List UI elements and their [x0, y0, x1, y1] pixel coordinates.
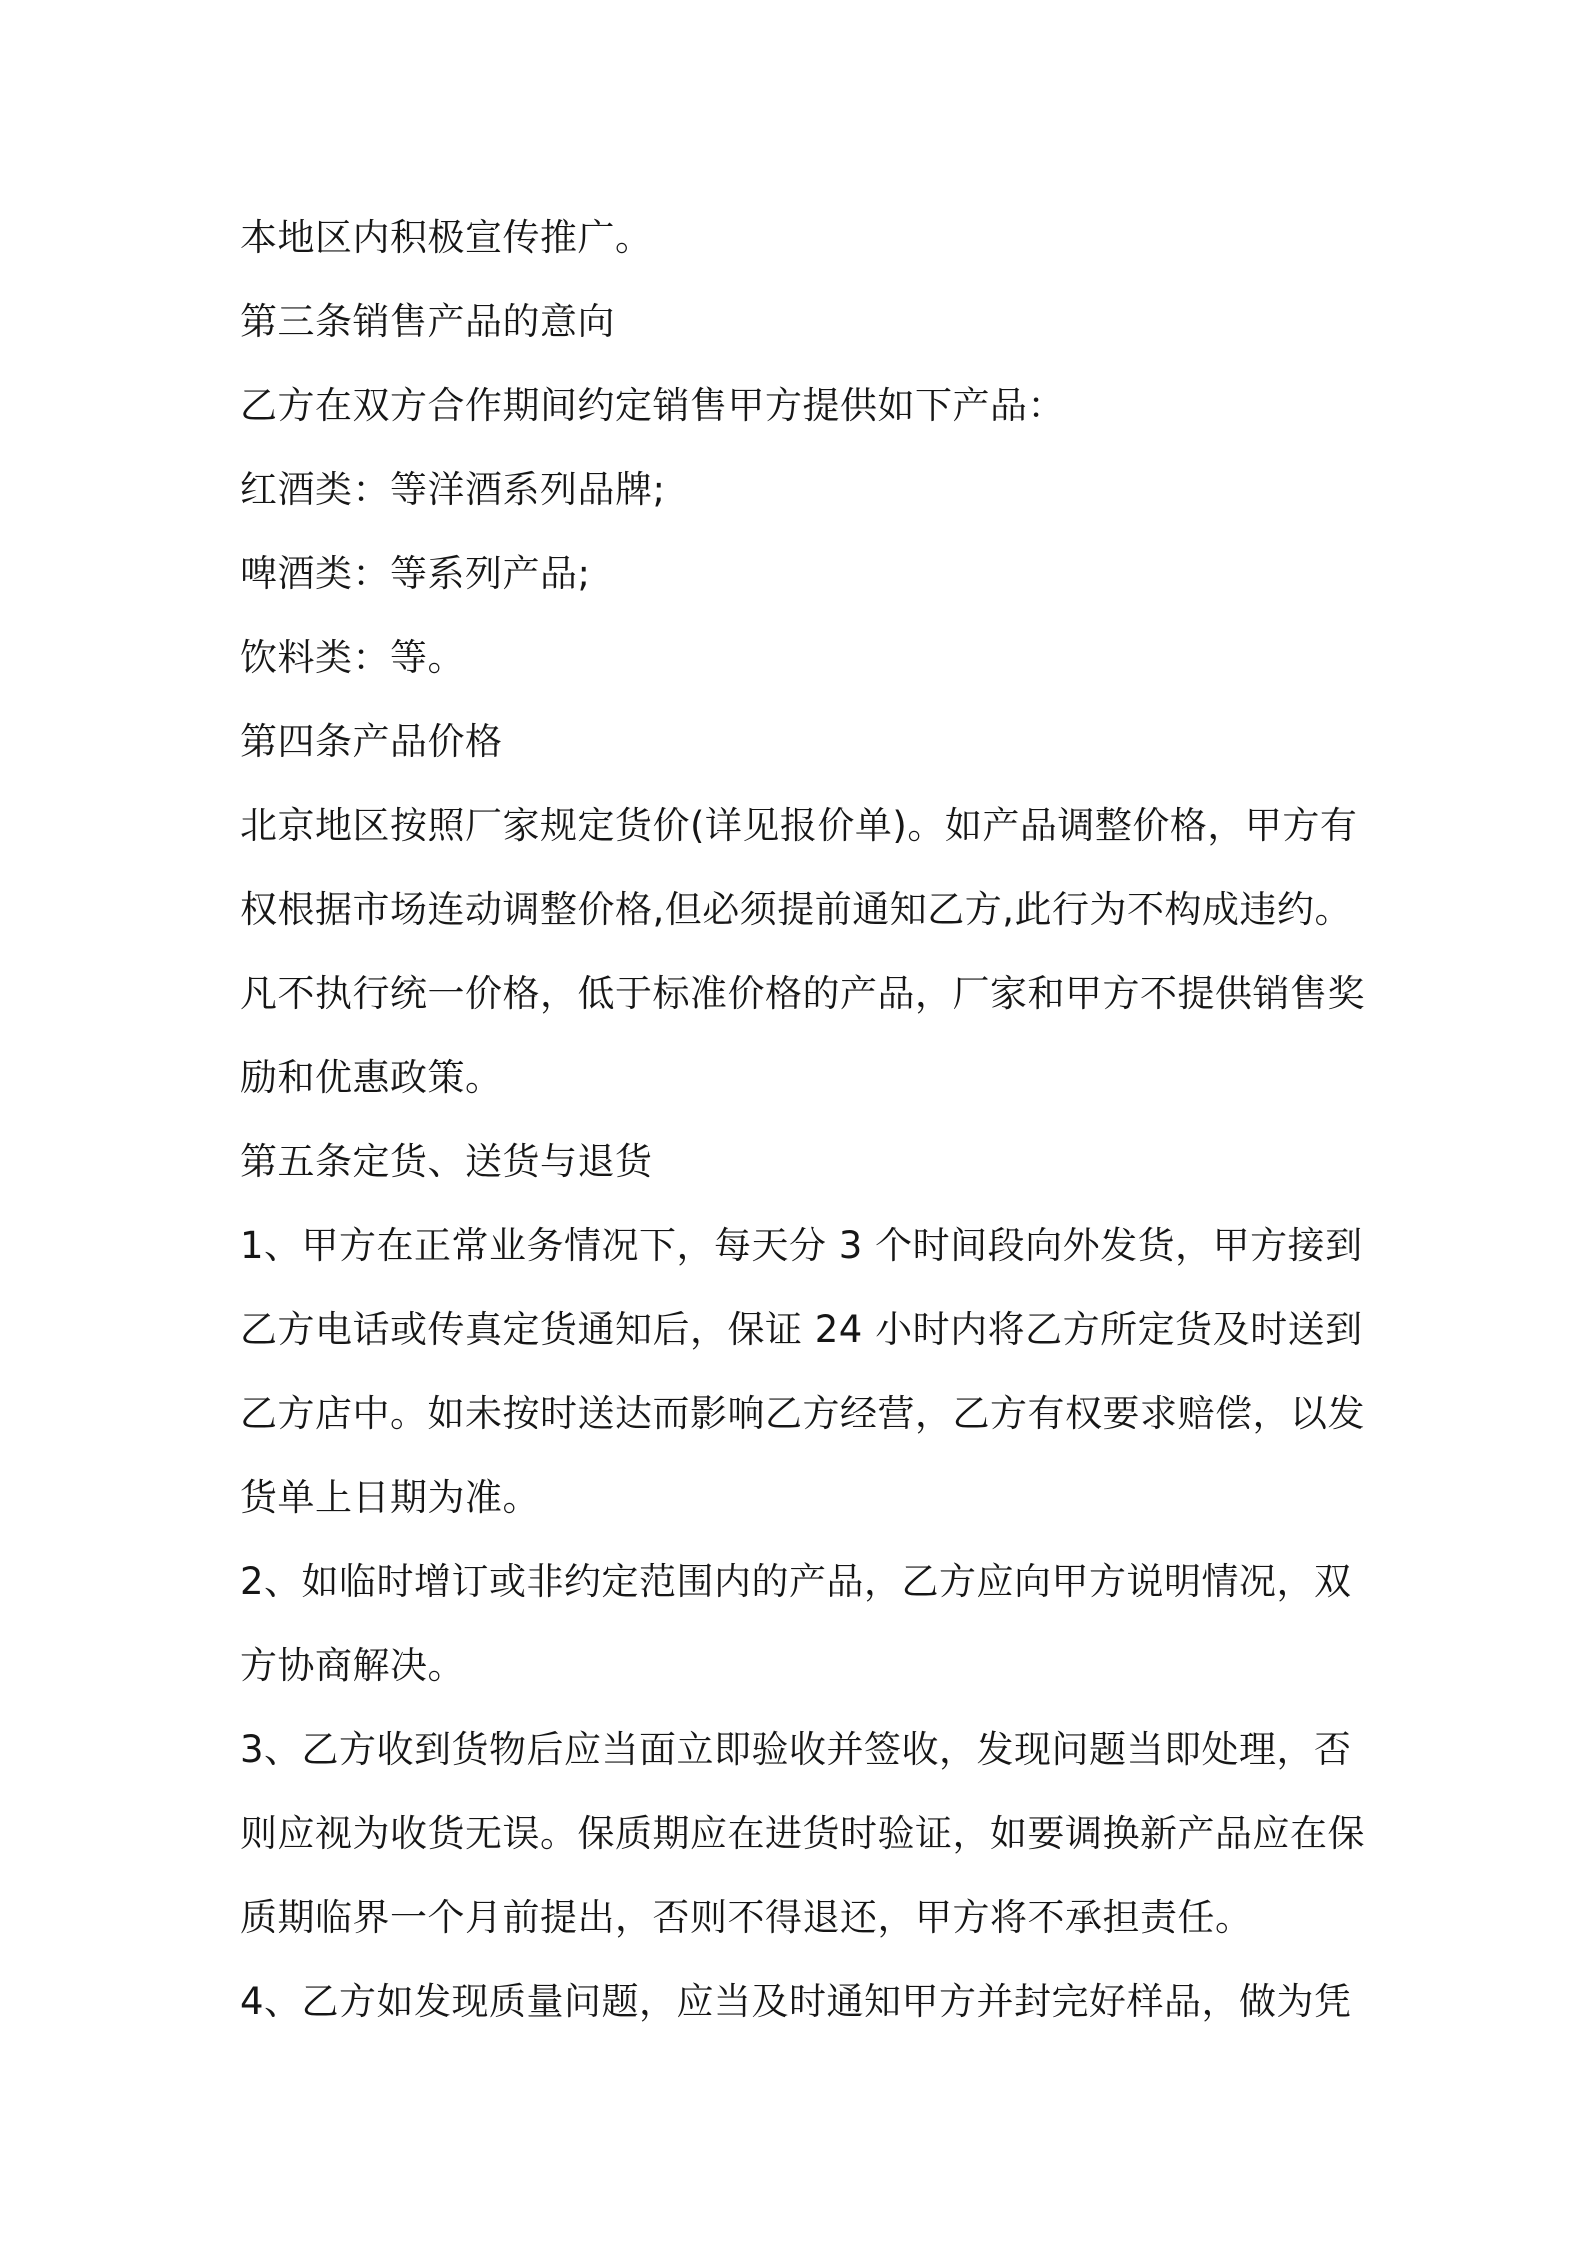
text-line: 乙方在双方合作期间约定销售甲方提供如下产品： [240, 384, 1065, 427]
text-line: 4、乙方如发现质量问题，应当及时通知甲方并封完好样品，做为凭 [240, 1980, 1352, 2023]
text-line: 凡不执行统一价格，低于标准价格的产品，厂家和甲方不提供销售奖 [240, 972, 1365, 1015]
text-line: 乙方店中。如未按时送达而影响乙方经营，乙方有权要求赔偿，以发 [240, 1392, 1365, 1435]
text-line: 则应视为收货无误。保质期应在进货时验证，如要调换新产品应在保 [240, 1812, 1365, 1855]
section-heading: 第五条定货、送货与退货 [240, 1140, 653, 1183]
text-line: 北京地区按照厂家规定货价(详见报价单)。如产品调整价格，甲方有 [240, 804, 1358, 847]
text-line: 啤酒类：等系列产品; [240, 552, 591, 595]
text-line: 权根据市场连动调整价格,但必须提前通知乙方,此行为不构成违约。 [240, 888, 1353, 931]
section-heading: 第四条产品价格 [240, 720, 503, 763]
text-line: 本地区内积极宣传推广。 [240, 216, 653, 259]
document-body [240, 196, 1365, 2044]
text-line: 3、乙方收到货物后应当面立即验收并签收，发现问题当即处理，否 [240, 1728, 1352, 1771]
section-heading: 第三条销售产品的意向 [240, 300, 615, 343]
text-line: 货单上日期为准。 [240, 1476, 540, 1519]
text-line: 励和优惠政策。 [240, 1056, 503, 1099]
text-line: 质期临界一个月前提出，否则不得退还，甲方将不承担责任。 [240, 1896, 1253, 1939]
text-line: 红酒类：等洋酒系列品牌; [240, 468, 666, 511]
text-line: 方协商解决。 [240, 1644, 465, 1687]
text-line: 1、甲方在正常业务情况下，每天分 3 个时间段向外发货，甲方接到 [240, 1224, 1363, 1267]
text-line: 乙方电话或传真定货通知后，保证 24 小时内将乙方所定货及时送到 [240, 1308, 1363, 1351]
text-line: 饮料类：等。 [240, 636, 465, 679]
text-line: 2、如临时增订或非约定范围内的产品，乙方应向甲方说明情况，双 [240, 1560, 1352, 1603]
